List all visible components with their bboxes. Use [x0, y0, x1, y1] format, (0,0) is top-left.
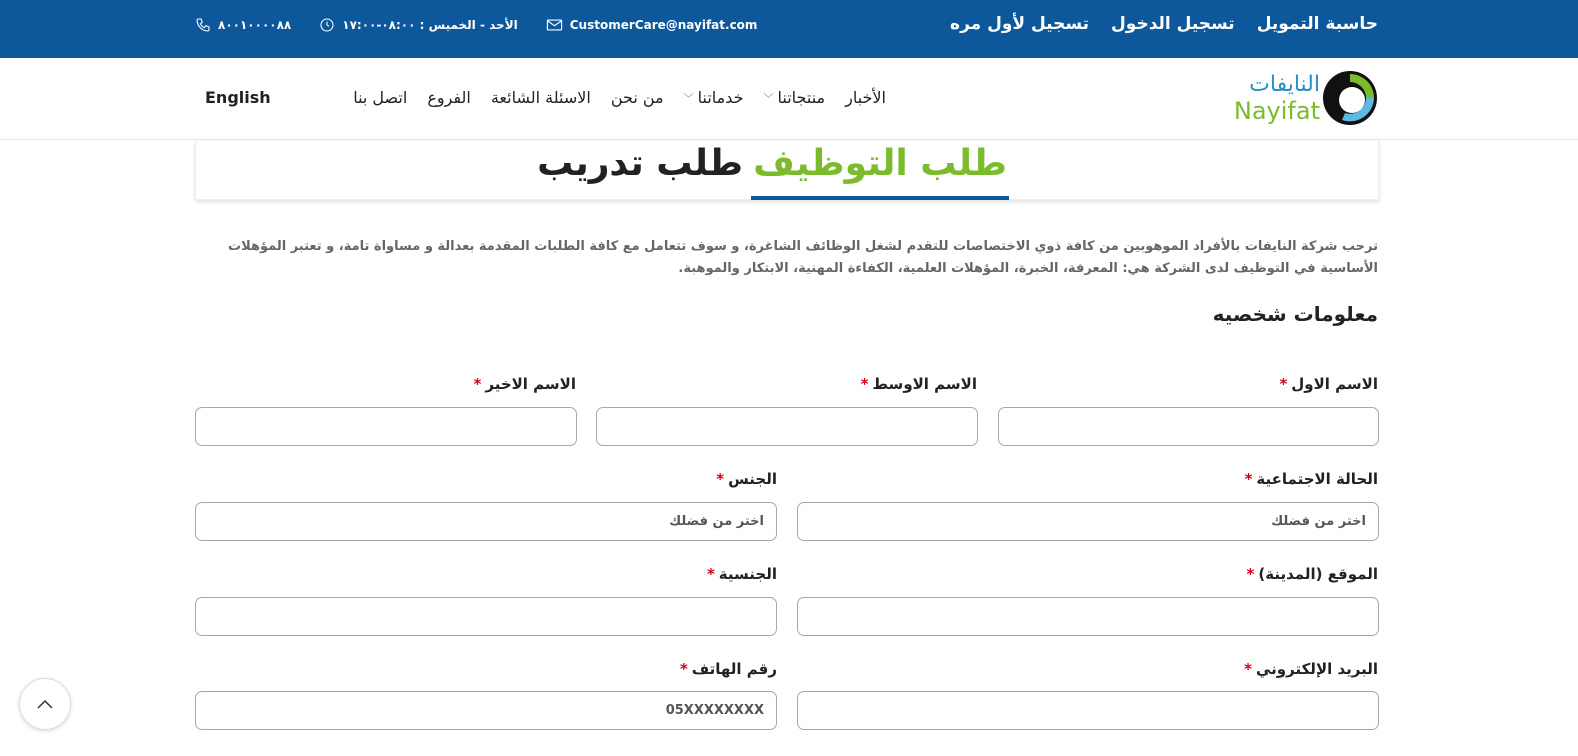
middle-name-input[interactable] [596, 407, 978, 446]
mail-icon [546, 18, 563, 32]
application-tabs [195, 141, 1379, 200]
register-link[interactable]: تسجيل لأول مره [950, 14, 1090, 34]
scroll-to-top-button[interactable] [19, 678, 71, 730]
nationality-input[interactable] [195, 597, 777, 636]
logo-arabic-text: النايفات [1249, 72, 1320, 97]
tab-training-application[interactable]: طلب تدريب [537, 143, 743, 184]
chevron-down-icon: ﹀ [763, 94, 774, 105]
menu-branches[interactable]: الفروع [427, 88, 471, 107]
section-title-personal-info: معلومات شخصيه [1212, 302, 1378, 326]
last-name-label: الاسم الاخير* [473, 375, 576, 393]
contact-info [195, 17, 775, 33]
main-menu [353, 88, 886, 107]
phone-label: رقم الهاتف* [679, 660, 777, 678]
login-link[interactable]: تسجيل الدخول [1111, 14, 1235, 34]
language-switch[interactable]: English [205, 88, 271, 107]
last-name-input[interactable] [195, 407, 577, 446]
chevron-down-icon: ﹀ [683, 94, 694, 105]
city-input[interactable] [797, 597, 1379, 636]
nationality-label: الجنسية* [706, 565, 777, 583]
menu-products[interactable]: منتجاتنا ﹀ [763, 88, 826, 107]
top-links [950, 14, 1378, 34]
menu-contact[interactable]: اتصل بنا [353, 88, 408, 107]
clock-icon [319, 17, 335, 33]
email-input[interactable] [797, 691, 1379, 730]
phone-icon [195, 17, 211, 33]
tab-job-application[interactable]: طلب التوظيف [751, 141, 1009, 200]
menu-faq[interactable]: الاسئلة الشائعة [490, 88, 591, 107]
customer-care-email[interactable]: CustomerCare@nayifat.com [569, 18, 758, 32]
middle-name-label: الاسم الاوسط* [860, 375, 977, 393]
gender-select[interactable] [195, 502, 777, 541]
nayifat-logo[interactable] [1218, 70, 1378, 128]
working-hours: الأحد - الخميس : ٠٨:٠٠-١٧:٠٠ [342, 18, 518, 32]
menu-about[interactable]: من نحن [610, 88, 664, 107]
intro-text: ترحب شركة النايفات بالأفراد الموهوبين من كافة ذوي الاختصاصات للتقدم لشغل الوظائف الشاغرة، و سوف تتعامل مع كافة الطلبات المقدمة بعدالة و مساواة تامة، و تعتبر المؤهلات الأساسية في التوظيف لدى الشركة هي: المعرفة، الخبرة، المؤهلات العلمية، الكفاءة المهنية، الابتكار والموهبة. [228, 239, 1378, 276]
top-bar [0, 0, 1578, 58]
phone-input[interactable] [195, 691, 777, 730]
menu-services[interactable]: خدماتنا ﹀ [683, 88, 744, 107]
menu-news[interactable]: الأخبار [845, 88, 886, 107]
logo-english-text: Nayifat [1233, 97, 1320, 125]
marital-status-label: الحالة الاجتماعية* [1244, 470, 1378, 488]
marital-status-select[interactable] [797, 502, 1379, 541]
city-label: الموقع (المدينة)* [1246, 565, 1378, 583]
gender-label: الجنس* [716, 470, 777, 488]
finance-calculator-link[interactable]: حاسبة التمويل [1256, 14, 1378, 34]
chevron-up-icon [36, 698, 54, 710]
email-label: البريد الإلكتروني* [1244, 660, 1378, 678]
logo-mark-icon [1322, 70, 1378, 126]
first-name-input[interactable] [998, 407, 1379, 446]
phone-number[interactable]: ٨٠٠١٠٠٠٠٨٨ [218, 18, 292, 32]
first-name-label: الاسم الاول* [1279, 375, 1378, 393]
